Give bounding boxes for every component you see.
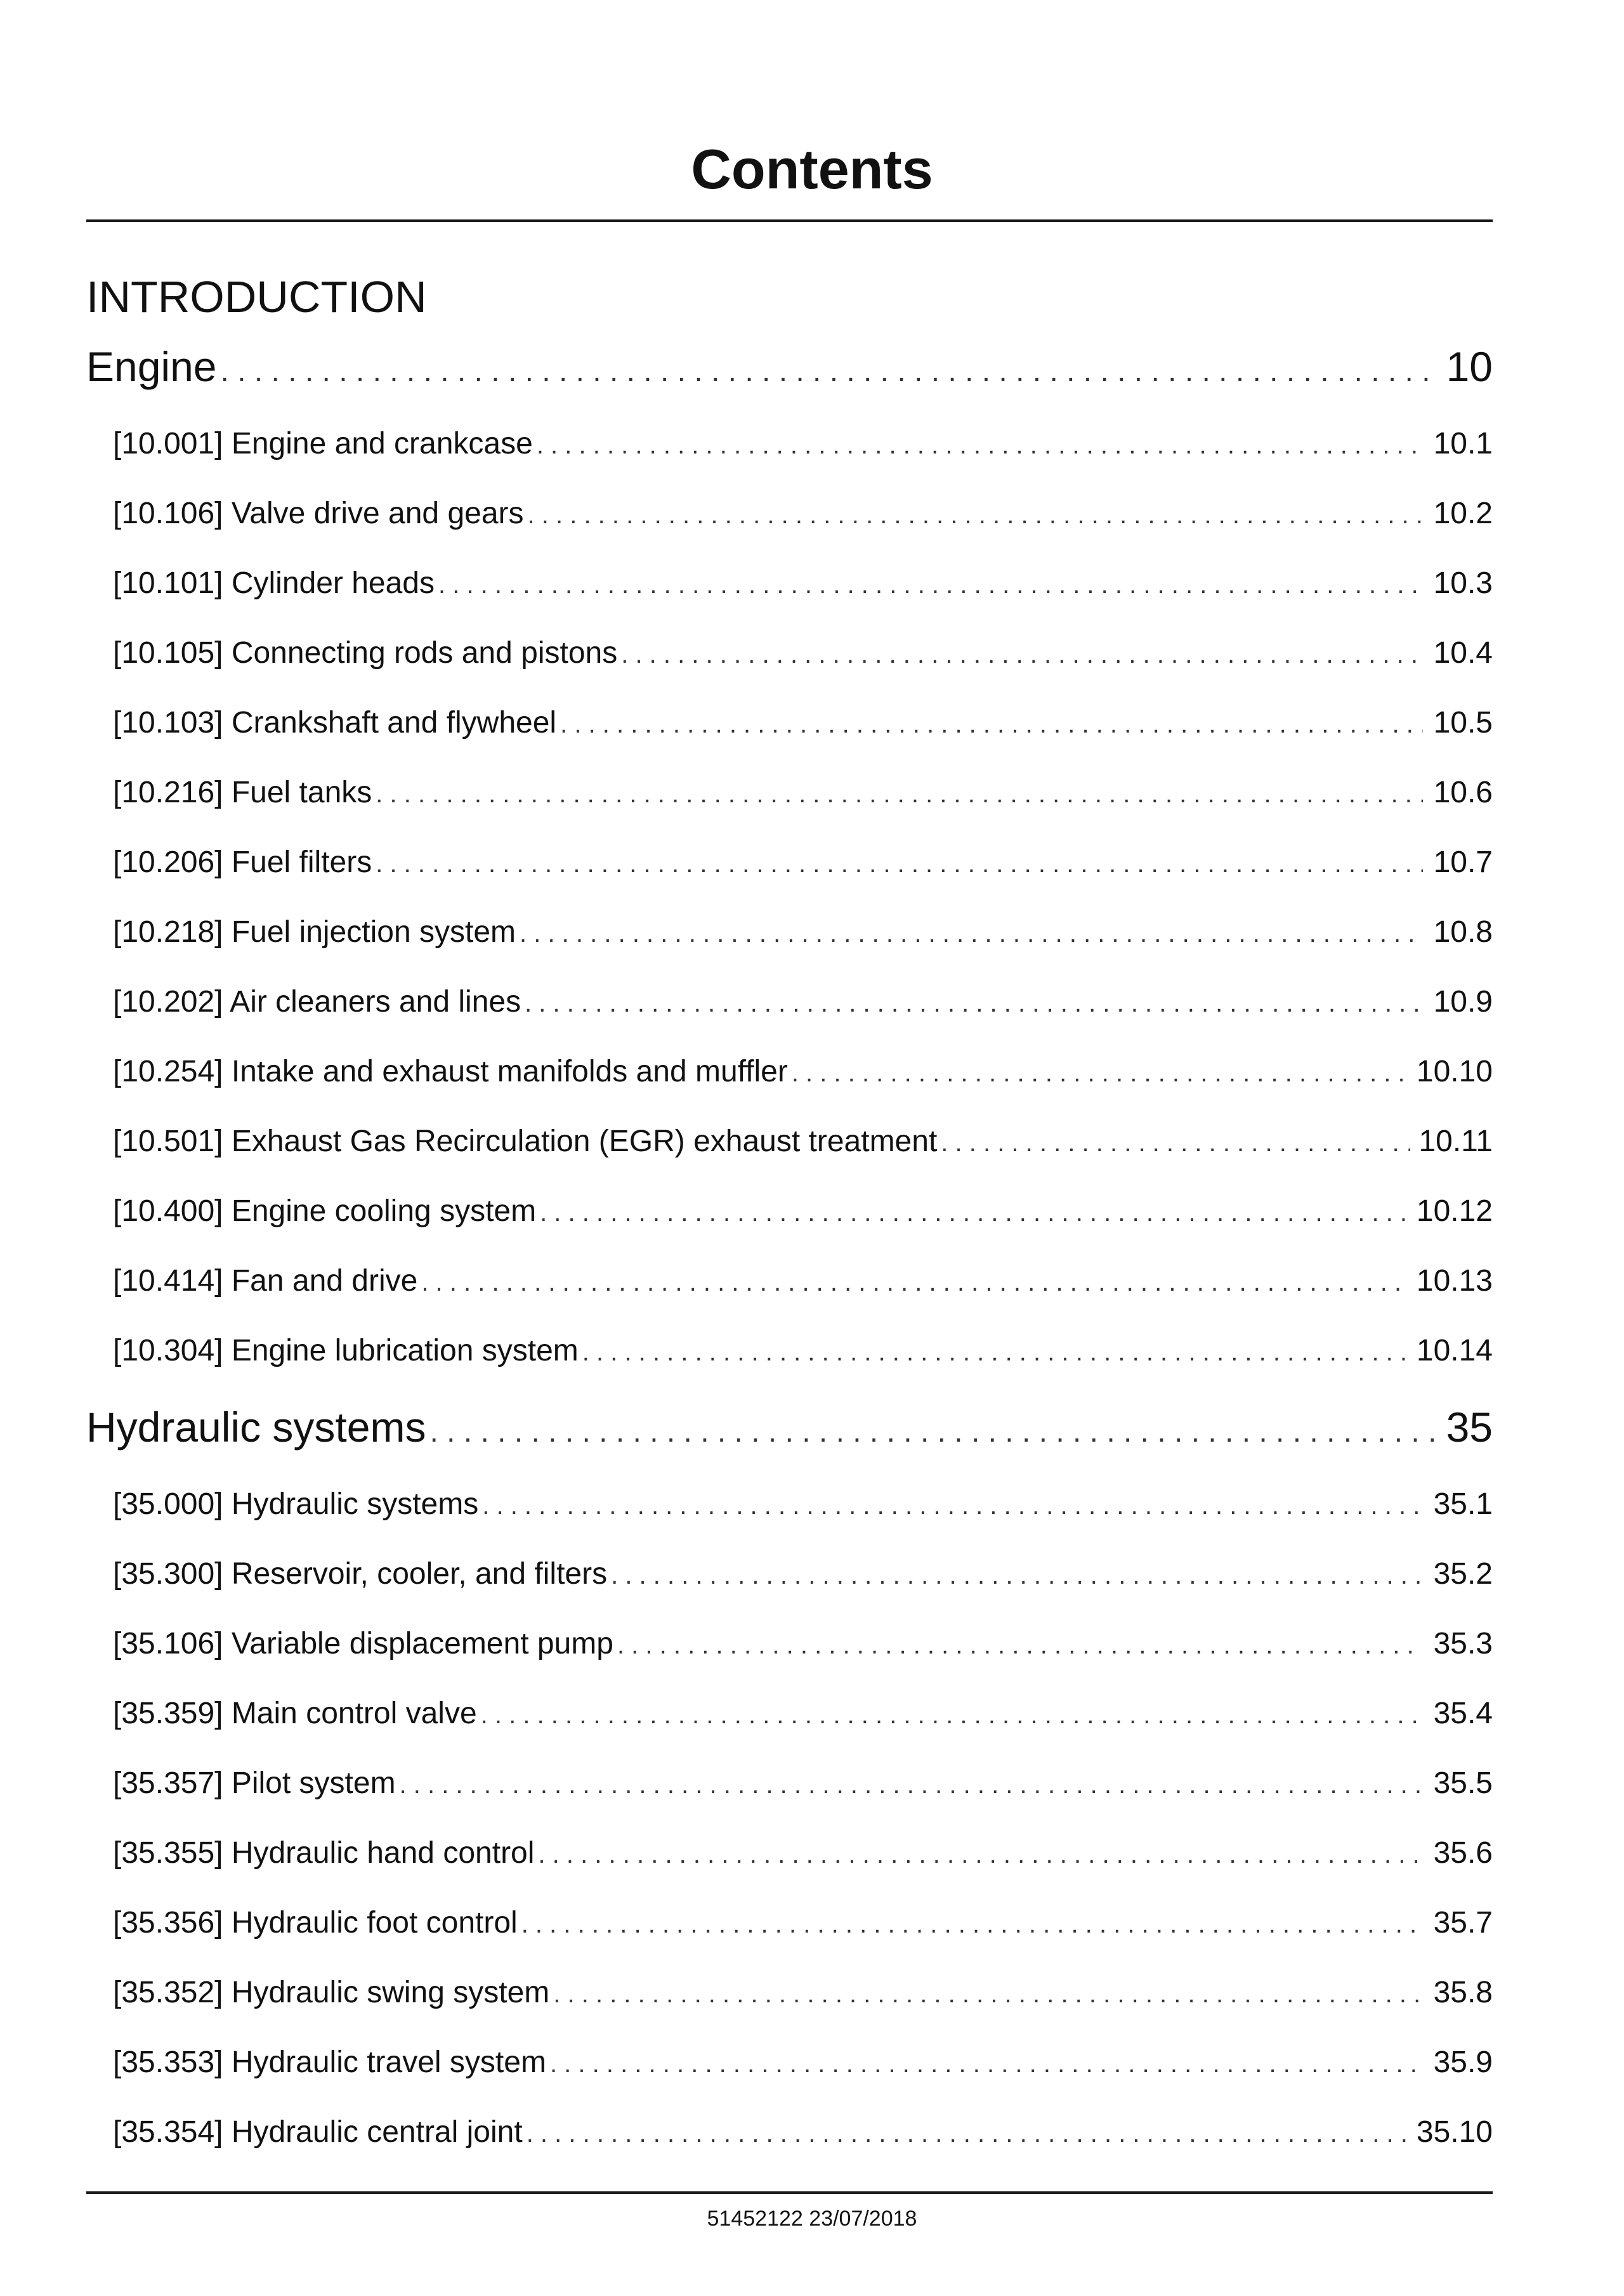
dot-leader: [438, 571, 1423, 599]
entry-page-number: 35.4: [1433, 1697, 1493, 1730]
entry-label: [10.216] Fuel tanks: [113, 776, 372, 809]
entry-page-number: 10.6: [1433, 776, 1493, 809]
toc-entry[interactable]: [113, 2045, 1493, 2084]
dot-leader: [520, 920, 1423, 948]
dot-leader: [941, 1129, 1410, 1158]
toc-entry[interactable]: [113, 1263, 1493, 1303]
dot-leader: [221, 354, 1440, 389]
toc-entry[interactable]: [113, 1124, 1493, 1163]
entry-label: [35.354] Hydraulic central joint: [113, 2115, 523, 2149]
toc-entry[interactable]: [113, 1696, 1493, 1735]
entry-label: [10.501] Exhaust Gas Recirculation (EGR) exhaust treatment: [113, 1125, 938, 1158]
entry-label: [35.359] Main control valve: [113, 1697, 477, 1730]
toc-entry[interactable]: [113, 984, 1493, 1024]
toc-entry[interactable]: [113, 1836, 1493, 1875]
entry-label: [10.105] Connecting rods and pistons: [113, 636, 618, 670]
toc-entry[interactable]: [113, 426, 1493, 466]
toc-entry[interactable]: [113, 566, 1493, 605]
entry-page-number: 10.5: [1433, 706, 1493, 740]
entry-label: [35.355] Hydraulic hand control: [113, 1836, 535, 1870]
dot-leader: [527, 2120, 1410, 2148]
entry-page-number: 35.2: [1433, 1557, 1493, 1591]
toc-entry[interactable]: [113, 496, 1493, 535]
toc-entry[interactable]: [113, 915, 1493, 954]
entry-label: [10.400] Engine cooling system: [113, 1194, 537, 1228]
entry-page-number: 35.7: [1433, 1906, 1493, 1940]
entry-label: [35.356] Hydraulic foot control: [113, 1906, 518, 1940]
entry-label: [35.000] Hydraulic systems: [113, 1487, 479, 1521]
toc-entry[interactable]: [113, 1556, 1493, 1596]
entry-page-number: 10.4: [1433, 636, 1493, 670]
toc-entry[interactable]: [113, 1975, 1493, 2014]
entry-label: [10.103] Crankshaft and flywheel: [113, 706, 557, 740]
entry-page-number: 10.12: [1416, 1194, 1493, 1228]
entry-page-number: 10.2: [1433, 497, 1493, 530]
entry-label: [35.106] Variable displacement pump: [113, 1627, 613, 1660]
toc-entry[interactable]: [113, 1194, 1493, 1233]
entry-page-number: 35.10: [1416, 2115, 1493, 2149]
entry-page-number: 35.8: [1433, 1976, 1493, 2009]
dot-leader: [621, 641, 1423, 669]
dot-leader: [560, 710, 1423, 739]
entry-page-number: 10.3: [1433, 566, 1493, 600]
dot-leader: [400, 1771, 1423, 1799]
dot-leader: [429, 1414, 1439, 1449]
entry-page-number: 35.5: [1433, 1766, 1493, 1800]
footer-divider: [86, 2191, 1493, 2194]
footer-document-id: 51452122 23/07/2018: [707, 2207, 917, 2231]
entry-label: [10.202] Air cleaners and lines: [113, 985, 521, 1019]
entry-page-number: 35.6: [1433, 1836, 1493, 1870]
entry-label: [35.300] Reservoir, cooler, and filters: [113, 1557, 608, 1591]
entry-page-number: 10.14: [1416, 1334, 1493, 1367]
page-title: Contents: [691, 138, 933, 200]
toc-entry[interactable]: [113, 1054, 1493, 1093]
toc-entry[interactable]: [113, 705, 1493, 745]
toc-section-engine[interactable]: [86, 342, 1493, 400]
dot-leader: [617, 1631, 1423, 1660]
entry-page-number: 35.9: [1433, 2045, 1493, 2079]
entry-label: [10.218] Fuel injection system: [113, 915, 516, 949]
dot-leader: [792, 1059, 1410, 1088]
dot-leader: [525, 989, 1423, 1018]
entry-page-number: 10.11: [1418, 1125, 1493, 1158]
entry-page-number: 10.9: [1433, 985, 1493, 1019]
dot-leader: [550, 2050, 1423, 2078]
entry-page-number: 10.1: [1433, 427, 1493, 460]
dot-leader: [421, 1269, 1410, 1297]
dot-leader: [553, 1980, 1423, 2009]
title-divider: [86, 219, 1493, 222]
entry-label: [10.304] Engine lubrication system: [113, 1334, 579, 1367]
entry-label: [10.106] Valve drive and gears: [113, 497, 524, 530]
introduction-heading: INTRODUCTION: [86, 272, 427, 322]
entry-label: [35.352] Hydraulic swing system: [113, 1976, 550, 2009]
dot-leader: [537, 431, 1423, 460]
section-page-number: 10: [1446, 343, 1493, 390]
entry-page-number: 10.10: [1416, 1055, 1493, 1088]
entry-page-number: 10.13: [1416, 1264, 1493, 1298]
entry-page-number: 35.1: [1433, 1487, 1493, 1521]
dot-leader: [376, 850, 1423, 878]
dot-leader: [528, 501, 1423, 530]
entry-label: [10.414] Fan and drive: [113, 1264, 418, 1298]
dot-leader: [538, 1841, 1423, 1869]
toc-section-hydraulic-systems[interactable]: [86, 1403, 1493, 1460]
entry-page-number: 10.7: [1433, 845, 1493, 879]
entry-label: [10.254] Intake and exhaust manifolds and muffler: [113, 1055, 788, 1088]
section-page-number: 35: [1446, 1404, 1493, 1451]
dot-leader: [482, 1492, 1423, 1520]
entry-label: [35.357] Pilot system: [113, 1766, 396, 1800]
section-title: Hydraulic systems: [86, 1404, 426, 1451]
section-title: Engine: [86, 343, 217, 390]
entry-label: [10.206] Fuel filters: [113, 845, 372, 879]
entry-label: [10.101] Cylinder heads: [113, 566, 435, 600]
toc-entry[interactable]: [113, 636, 1493, 675]
dot-leader: [481, 1701, 1423, 1730]
dot-leader: [582, 1338, 1410, 1367]
toc-entry[interactable]: [113, 1487, 1493, 1526]
toc-entry[interactable]: [113, 2115, 1493, 2154]
toc-entry[interactable]: [113, 775, 1493, 814]
entry-label: [35.353] Hydraulic travel system: [113, 2045, 546, 2079]
toc-entry[interactable]: [113, 1333, 1493, 1373]
toc-entry[interactable]: [113, 1626, 1493, 1666]
dot-leader: [540, 1199, 1410, 1227]
dot-leader: [376, 780, 1423, 809]
entry-page-number: 10.8: [1433, 915, 1493, 949]
entry-label: [10.001] Engine and crankcase: [113, 427, 533, 460]
dot-leader: [521, 1910, 1423, 1939]
dot-leader: [611, 1562, 1423, 1590]
toc-entry[interactable]: [113, 1766, 1493, 1805]
toc-entry[interactable]: [113, 845, 1493, 884]
toc-entry[interactable]: [113, 1905, 1493, 1945]
entry-page-number: 35.3: [1433, 1627, 1493, 1660]
